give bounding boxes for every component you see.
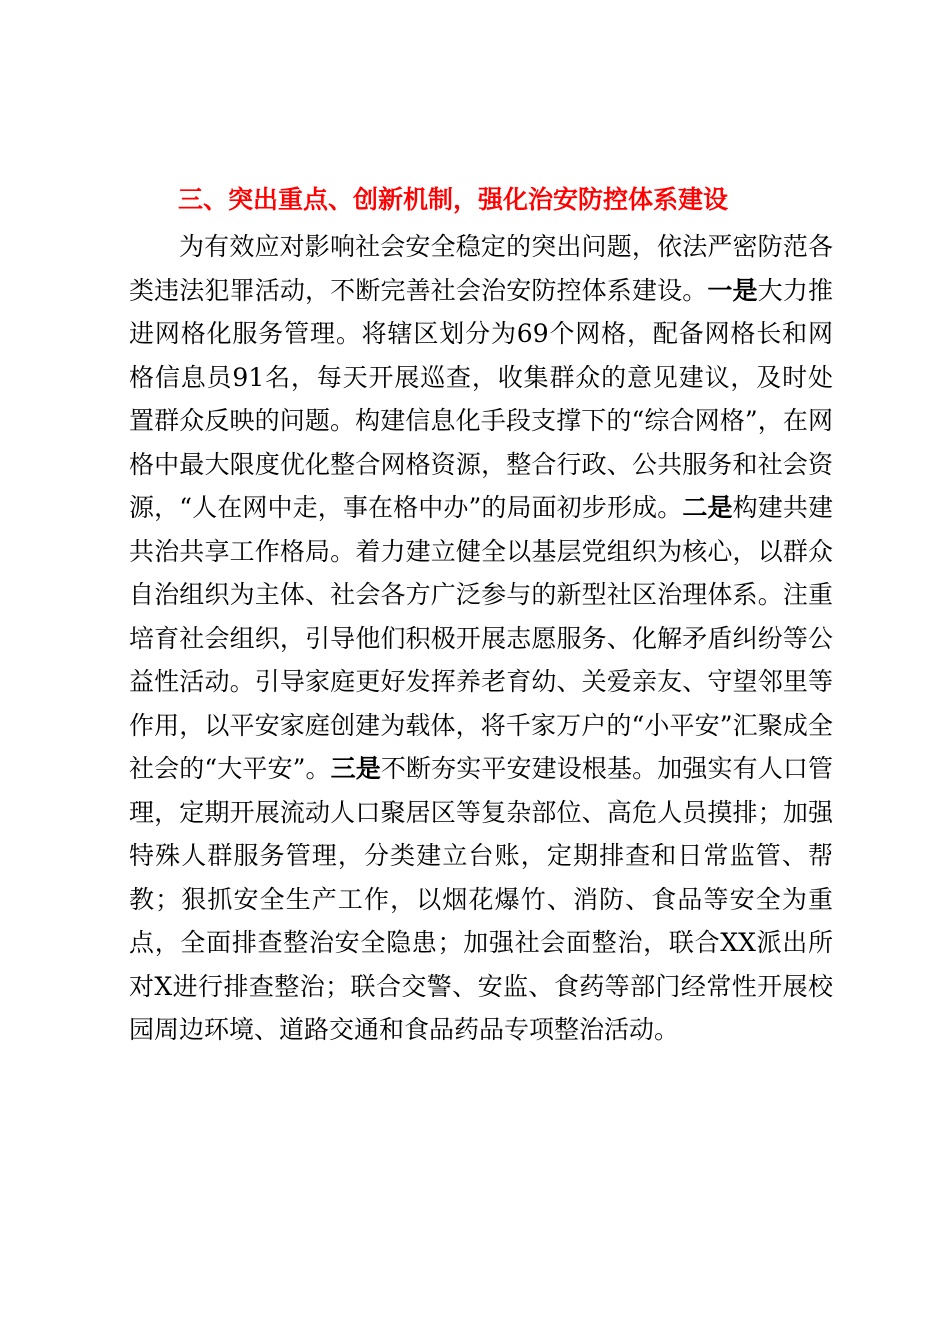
paragraph-intro: 为有效应对影响社会安全稳定的突出问题，依法严密防范各类违法犯罪活动，不断完善社会治安防控体系建设。 (129, 232, 833, 305)
point-one-marker: 一是 (707, 275, 758, 305)
point-three-text: 不断夯实平安建设根基。加强实有人口管理，定期开展流动人口聚居区等复杂部位、高危人员摸排；加强特殊人群服务管理，分类建立台账，定期排查和日常监管、帮教；狠抓安全生产工作，以烟花爆竹、消防、食品等安全为重点，全面排查整治安全隐患；加强社会面整治，联合XX派出所对X进行排查整治；联合交警、安监、食药等部门经常性开展校园周边环境、道路交通和食品药品专项整治活动。 (129, 754, 833, 1044)
point-one-text: 大力推进网格化服务管理。将辖区划分为69个网格，配备网格长和网格信息员91名，每天开展巡查，收集群众的意见建议，及时处置群众反映的问题。构建信息化手段支撑下的“综合网格”，在网格中最大限度优化整合网格资源，整合行政、公共服务和社会资源，“人在网中走，事在格中办”的局面初步形成。 (129, 275, 833, 522)
point-three-marker: 三是 (330, 754, 381, 783)
point-two-marker: 二是 (682, 493, 733, 522)
point-two-text: 构建共建共治共享工作格局。着力建立健全以基层党组织为核心，以群众自治组织为主体、社会各方广泛参与的新型社区治理体系。注重培育社会组织，引导他们积极开展志愿服务、化解矛盾纠纷等公益性活动。引导家庭更好发挥养老育幼、关爱亲友、守望邻里等作用，以平安家庭创建为载体，将千家万户的“小平安”汇聚成全社会的“大平安”。 (129, 493, 833, 783)
section-heading: 三、突出重点、创新机制，强化治安防控体系建设 (178, 185, 729, 214)
body-paragraph (129, 225, 833, 1052)
